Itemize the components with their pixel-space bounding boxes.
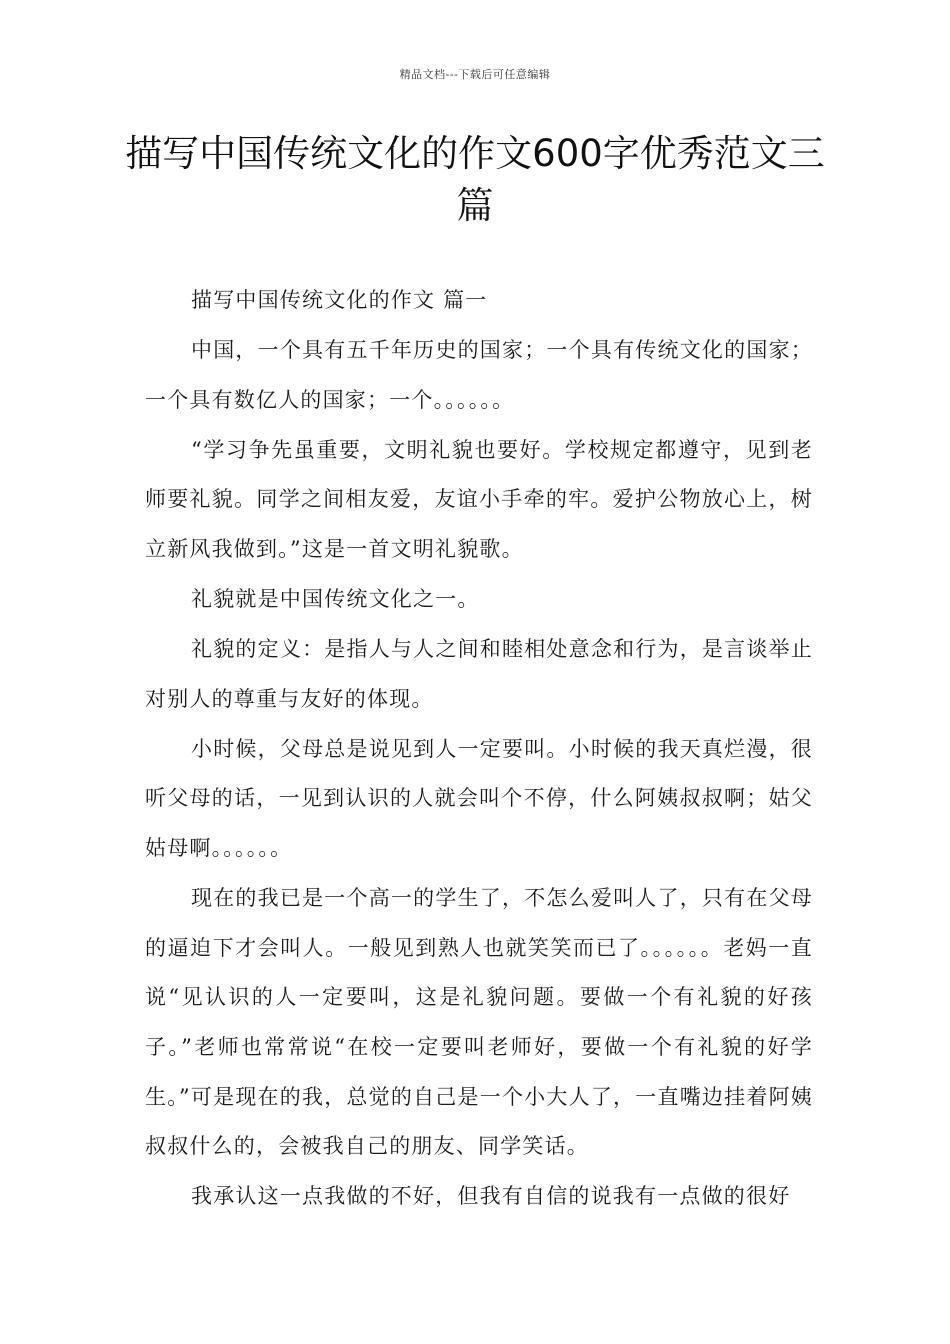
page-header: 精品文档---下载后可任意编辑 bbox=[399, 68, 551, 81]
document-title: 描写中国传统文化的作文600字优秀范文三篇 bbox=[125, 132, 825, 227]
paragraph: 礼貌就是中国传统文化之一。 bbox=[191, 587, 480, 612]
paragraph: 我承认这一点我做的不好，但我有自信的说我有一点做的很好 bbox=[191, 1184, 791, 1209]
paragraph: 小时候，父母总是说见到人一定要叫。小时候的我天真烂漫，很听父母的话，一见到认识的人就会叫个不停，什么阿姨叔叔啊；姑父姑母啊。。。。。。 bbox=[145, 736, 813, 861]
paragraph: 礼貌的定义：是指人与人之间和睦相处意念和行为，是言谈举止对别人的尊重与友好的体现。 bbox=[145, 637, 813, 711]
paragraph: 中国，一个具有五千年历史的国家；一个具有传统文化的国家；一个具有数亿人的国家；一个。。。。。。 bbox=[145, 338, 813, 412]
paragraph: 现在的我已是一个高一的学生了，不怎么爱叫人了，只有在父母的逼迫下才会叫人。一般见到熟人也就笑笑而已了。。。。。。老妈一直说“见认识的人一定要叫，这是礼貌问题。要做一个有礼貌的好孩子。”老师也常常说“在校一定要叫老师好，要做一个有礼貌的好学生。”可是现在的我，总觉的自己是一个小大人了，一直嘴边挂着阿姨叔叔什么的，会被我自己的朋友、同学笑话。 bbox=[145, 886, 813, 1159]
document-body bbox=[145, 276, 813, 1222]
paragraph: “学习争先虽重要，文明礼貌也要好。学校规定都遵守，见到老师要礼貌。同学之间相友爱，友谊小手牵的牢。爱护公物放心上，树立新风我做到。”这是一首文明礼貌歌。 bbox=[145, 437, 813, 561]
section-heading: 描写中国传统文化的作文 篇一 bbox=[191, 288, 488, 312]
